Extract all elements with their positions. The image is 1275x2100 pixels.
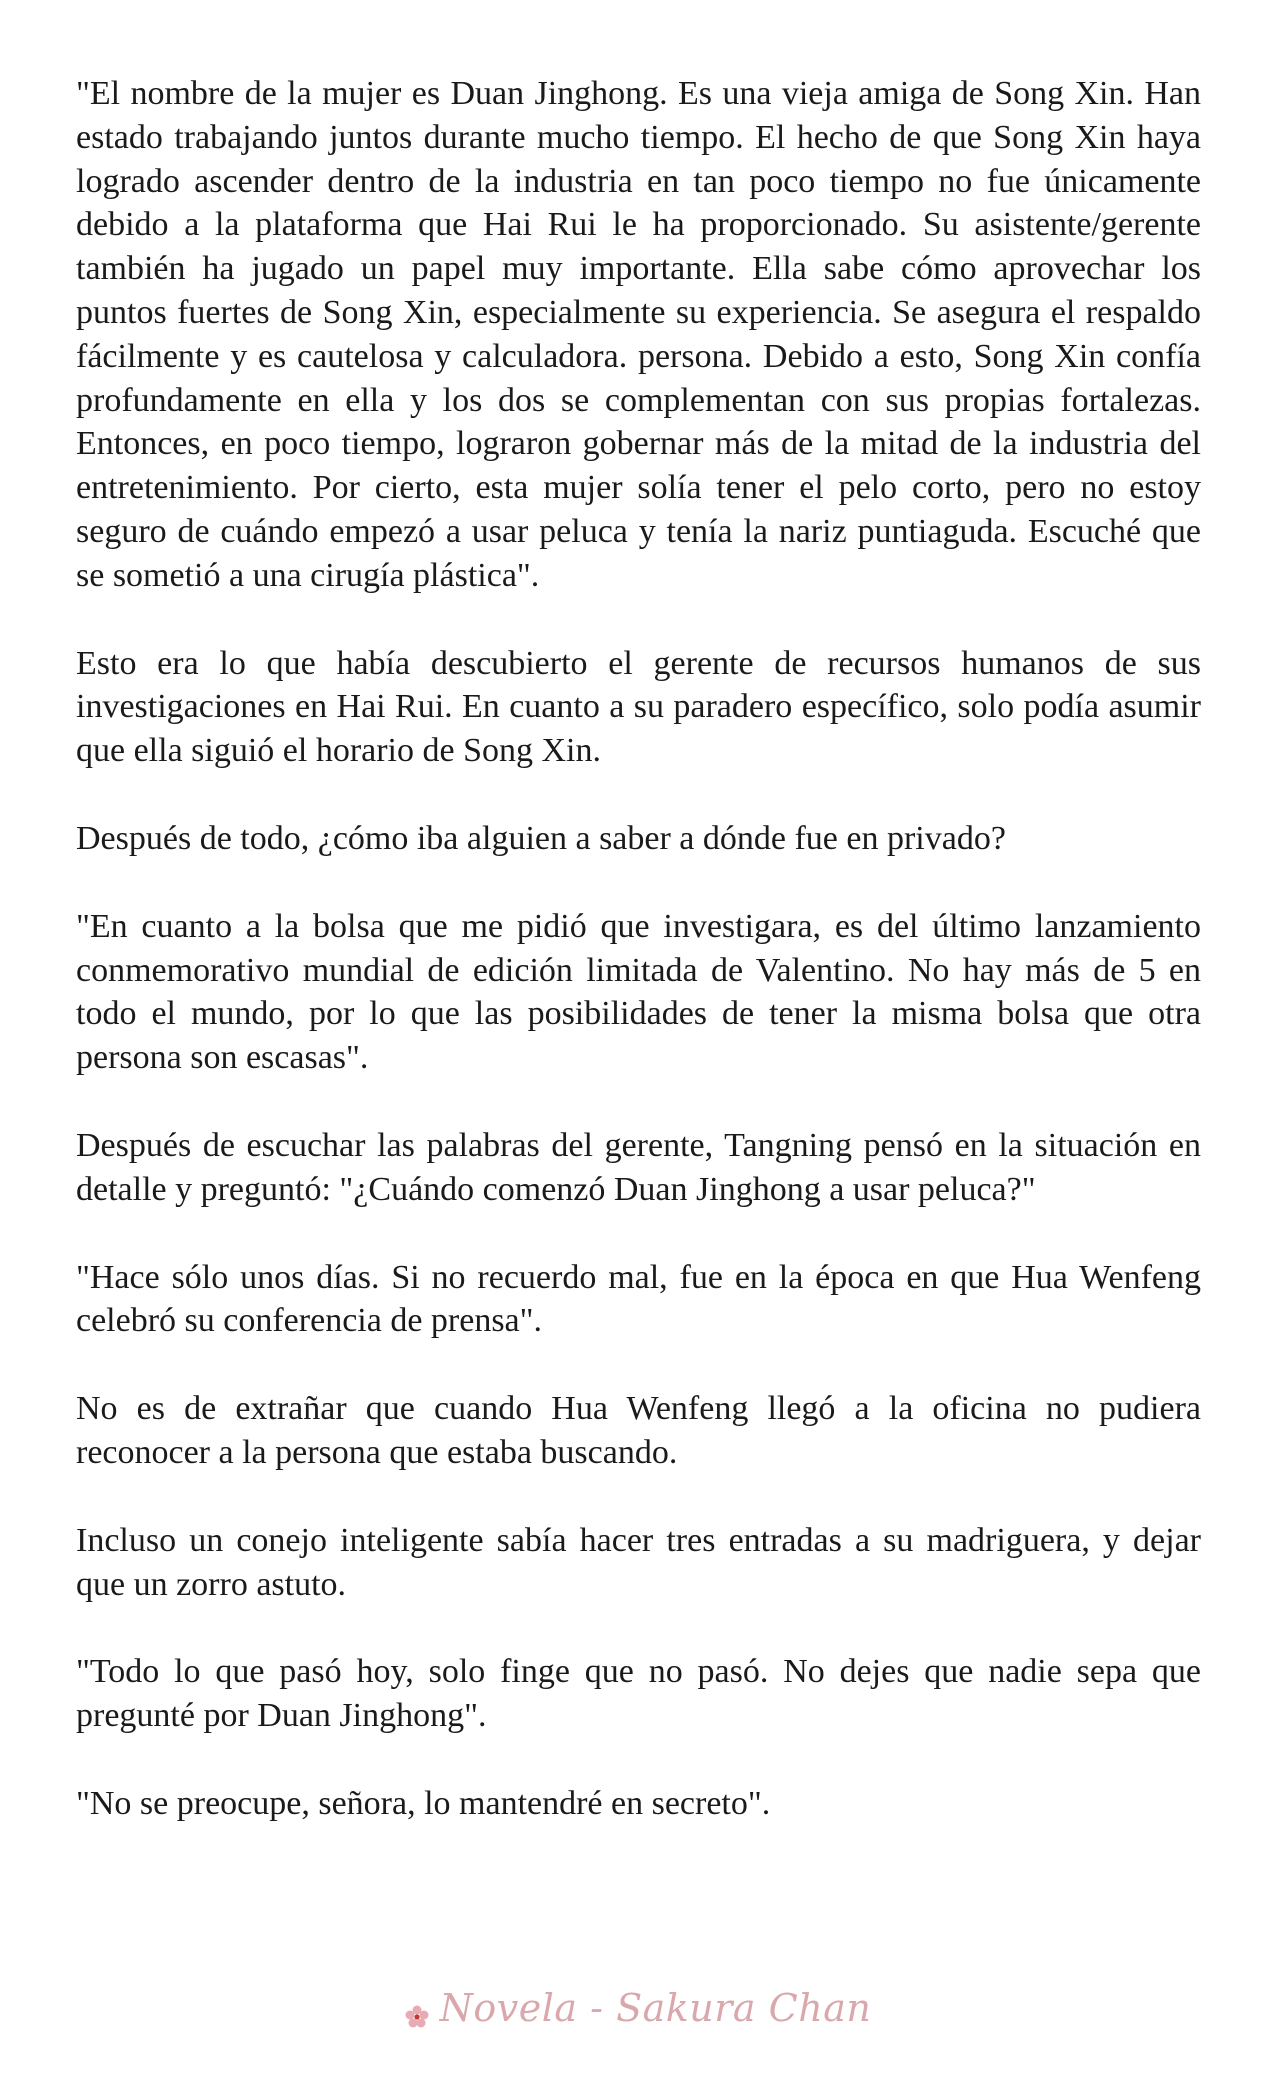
paragraph-3: Después de todo, ¿cómo iba alguien a saber a dónde fue en privado? — [76, 819, 1006, 857]
paragraph-4: "En cuanto a la bolsa que me pidió que investigara, es del último lanzamiento conmemorativo mundial de edición limitada de Valentino. No hay más de 5 en todo el mundo, por lo que las posibilidades de tener la misma bolsa que otra persona son escasas". — [76, 907, 1201, 1077]
paragraph-1: "El nombre de la mujer es Duan Jinghong. Es una vieja amiga de Song Xin. Han estado trabajando juntos durante mucho tiempo. El hecho de que Song Xin haya logrado ascender dentro de la industria en tan poco tiempo no fue únicamente debido a la plataforma que Hai Rui le ha proporcionado. Su asistente/gerente también ha jugado un papel muy importante. Ella sabe cómo aprovechar los puntos fuertes de Song Xin, especialmente su experiencia. Se asegura el respaldo fácilmente y es cautelosa y calculadora. persona. Debido a esto, Song Xin confía profundamente en ella y los dos se complementan con sus propias fortalezas. Entonces, en poco tiempo, lograron gobernar más de la mitad de la industria del entretenimiento. Por cierto, esta mujer solía tener el pelo corto, pero no estoy seguro de cuándo empezó a usar peluca y tenía la nariz puntiaguda. Escuché que se sometió a una cirugía plástica". — [76, 75, 1201, 594]
sakura-flower-icon — [404, 1995, 430, 2021]
document-body — [76, 72, 1201, 1826]
paragraph-5: Después de escuchar las palabras del gerente, Tangning pensó en la situación en detalle y preguntó: "¿Cuándo comenzó Duan Jinghong a usar peluca?" — [76, 1126, 1201, 1208]
watermark-text: Novela - Sakura Chan — [439, 1986, 872, 2030]
paragraph-9: "Todo lo que pasó hoy, solo finge que no pasó. No dejes que nadie sepa que pregunté por Duan Jinghong". — [76, 1653, 1201, 1735]
watermark — [0, 1986, 1275, 2030]
paragraph-6: "Hace sólo unos días. Si no recuerdo mal, fue en la época en que Hua Wenfeng celebró su conferencia de prensa". — [76, 1258, 1201, 1340]
paragraph-2: Esto era lo que había descubierto el gerente de recursos humanos de sus investigaciones en Hai Rui. En cuanto a su paradero específico, solo podía asumir que ella siguió el horario de Song Xin. — [76, 644, 1201, 770]
paragraph-7: No es de extrañar que cuando Hua Wenfeng llegó a la oficina no pudiera reconocer a la persona que estaba buscando. — [76, 1390, 1201, 1471]
paragraph-10: "No se preocupe, señora, lo mantendré en secreto". — [76, 1784, 771, 1822]
paragraph-8: Incluso un conejo inteligente sabía hacer tres entradas a su madriguera, y dejar que un zorro astuto. — [76, 1521, 1201, 1603]
